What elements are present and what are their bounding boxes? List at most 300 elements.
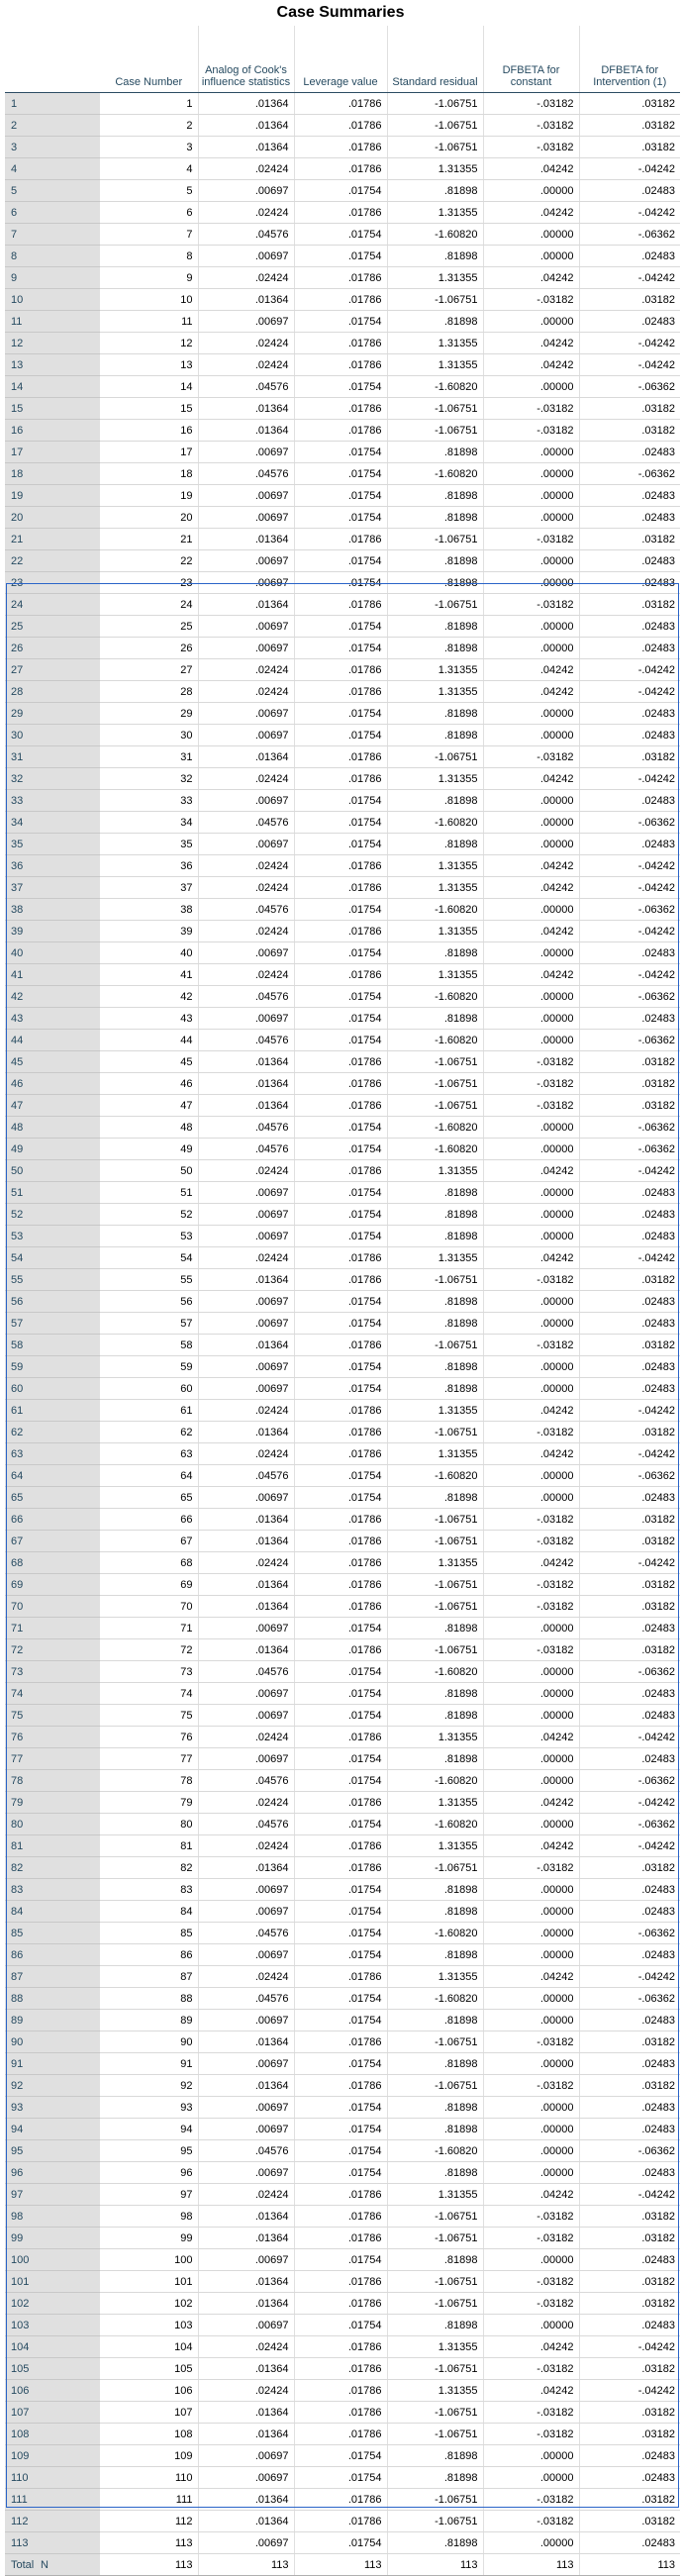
dfbeta-intervention-cell[interactable]: .02483 — [579, 2532, 680, 2554]
cooks-cell[interactable]: .01364 — [198, 115, 294, 137]
cooks-cell[interactable]: .01364 — [198, 1509, 294, 1531]
cooks-cell[interactable]: .00697 — [198, 572, 294, 594]
table-row[interactable] — [5, 442, 680, 463]
leverage-cell[interactable]: .01754 — [294, 1117, 387, 1139]
dfbeta-intervention-cell[interactable]: .03182 — [579, 2424, 680, 2445]
dfbeta-intervention-cell[interactable]: .02483 — [579, 1705, 680, 1727]
leverage-cell[interactable]: .01786 — [294, 398, 387, 420]
dfbeta-constant-cell[interactable]: .00000 — [483, 986, 579, 1008]
residual-cell[interactable]: .81898 — [387, 1748, 483, 1770]
residual-cell[interactable]: -1.06751 — [387, 2075, 483, 2097]
leverage-cell[interactable]: .01754 — [294, 1291, 387, 1313]
dfbeta-intervention-cell[interactable]: .03182 — [579, 529, 680, 550]
dfbeta-constant-cell[interactable]: .00000 — [483, 1923, 579, 1944]
table-row[interactable] — [5, 1639, 680, 1661]
cooks-cell[interactable]: .01364 — [198, 2293, 294, 2315]
cooks-cell[interactable]: .01364 — [198, 398, 294, 420]
dfbeta-intervention-cell[interactable]: -.06362 — [579, 463, 680, 485]
row-label[interactable]: 58 — [5, 1335, 100, 1356]
table-row[interactable] — [5, 398, 680, 420]
row-label[interactable]: 19 — [5, 485, 100, 507]
leverage-cell[interactable]: .01786 — [294, 1531, 387, 1552]
table-row[interactable] — [5, 1313, 680, 1335]
dfbeta-intervention-cell[interactable]: .02483 — [579, 834, 680, 855]
cooks-cell[interactable]: .00697 — [198, 1901, 294, 1923]
dfbeta-constant-cell[interactable]: .04242 — [483, 1835, 579, 1857]
cooks-cell[interactable]: .00697 — [198, 2119, 294, 2140]
leverage-cell[interactable]: .01754 — [294, 485, 387, 507]
dfbeta-constant-cell[interactable]: .04242 — [483, 1443, 579, 1465]
table-row[interactable] — [5, 2206, 680, 2228]
cooks-cell[interactable]: .04576 — [198, 1117, 294, 1139]
dfbeta-intervention-cell[interactable]: .02483 — [579, 1378, 680, 1400]
table-row[interactable] — [5, 2271, 680, 2293]
case-number-cell[interactable]: 50 — [100, 1160, 198, 1182]
leverage-cell[interactable]: .01786 — [294, 93, 387, 115]
table-row[interactable] — [5, 507, 680, 529]
table-row[interactable] — [5, 877, 680, 899]
residual-cell[interactable]: 1.31355 — [387, 964, 483, 986]
row-label[interactable]: 62 — [5, 1422, 100, 1443]
dfbeta-constant-cell[interactable]: -.03182 — [483, 2293, 579, 2315]
leverage-cell[interactable]: .01786 — [294, 659, 387, 681]
dfbeta-intervention-cell[interactable]: .02483 — [579, 2315, 680, 2336]
residual-cell[interactable]: -1.06751 — [387, 420, 483, 442]
table-row[interactable] — [5, 1857, 680, 1879]
residual-cell[interactable]: -1.06751 — [387, 1335, 483, 1356]
cooks-cell[interactable]: .01364 — [198, 1269, 294, 1291]
dfbeta-intervention-cell[interactable]: -.06362 — [579, 899, 680, 921]
residual-cell[interactable]: -1.06751 — [387, 2031, 483, 2053]
case-number-cell[interactable]: 96 — [100, 2162, 198, 2184]
residual-cell[interactable]: .81898 — [387, 2445, 483, 2467]
case-number-cell[interactable]: 13 — [100, 354, 198, 376]
leverage-cell[interactable]: .01754 — [294, 1683, 387, 1705]
dfbeta-intervention-cell[interactable]: .02483 — [579, 2467, 680, 2489]
dfbeta-intervention-cell[interactable]: -.04242 — [579, 877, 680, 899]
residual-cell[interactable]: .81898 — [387, 1378, 483, 1400]
cooks-cell[interactable]: .01364 — [198, 420, 294, 442]
leverage-cell[interactable]: .01754 — [294, 986, 387, 1008]
row-label[interactable]: 20 — [5, 507, 100, 529]
row-label[interactable]: 30 — [5, 725, 100, 746]
leverage-cell[interactable]: .01786 — [294, 1335, 387, 1356]
leverage-cell[interactable]: .01786 — [294, 1639, 387, 1661]
case-number-cell[interactable]: 106 — [100, 2380, 198, 2402]
dfbeta-intervention-cell[interactable]: .03182 — [579, 1095, 680, 1117]
residual-cell[interactable]: 1.31355 — [387, 1727, 483, 1748]
residual-cell[interactable]: 1.31355 — [387, 921, 483, 942]
cooks-cell[interactable]: .00697 — [198, 2097, 294, 2119]
residual-cell[interactable]: .81898 — [387, 1356, 483, 1378]
residual-cell[interactable]: -1.06751 — [387, 1095, 483, 1117]
row-label[interactable]: 85 — [5, 1923, 100, 1944]
case-number-cell[interactable]: 7 — [100, 224, 198, 246]
row-label[interactable]: 31 — [5, 746, 100, 768]
dfbeta-intervention-cell[interactable]: .02483 — [579, 1008, 680, 1030]
residual-cell[interactable]: 1.31355 — [387, 877, 483, 899]
leverage-cell[interactable]: .01786 — [294, 877, 387, 899]
row-label[interactable]: 68 — [5, 1552, 100, 1574]
dfbeta-intervention-cell[interactable]: .03182 — [579, 398, 680, 420]
residual-cell[interactable]: .81898 — [387, 1705, 483, 1727]
leverage-cell[interactable]: .01786 — [294, 2489, 387, 2511]
leverage-cell[interactable]: .01754 — [294, 180, 387, 202]
case-number-cell[interactable]: 17 — [100, 442, 198, 463]
row-label[interactable]: 106 — [5, 2380, 100, 2402]
cooks-cell[interactable]: .01364 — [198, 1095, 294, 1117]
residual-cell[interactable]: .81898 — [387, 1226, 483, 1247]
table-row[interactable] — [5, 224, 680, 246]
residual-cell[interactable]: 1.31355 — [387, 1160, 483, 1182]
table-row[interactable] — [5, 1204, 680, 1226]
residual-cell[interactable]: 1.31355 — [387, 1400, 483, 1422]
residual-cell[interactable]: .81898 — [387, 442, 483, 463]
table-row[interactable] — [5, 333, 680, 354]
dfbeta-intervention-cell[interactable]: -.04242 — [579, 921, 680, 942]
table-row[interactable] — [5, 2358, 680, 2380]
leverage-cell[interactable]: .01754 — [294, 246, 387, 267]
dfbeta-constant-cell[interactable]: -.03182 — [483, 1422, 579, 1443]
dfbeta-constant-cell[interactable]: .00000 — [483, 1465, 579, 1487]
cooks-cell[interactable]: .02424 — [198, 1835, 294, 1857]
row-label[interactable]: 5 — [5, 180, 100, 202]
residual-cell[interactable]: 1.31355 — [387, 2336, 483, 2358]
leverage-cell[interactable]: .01754 — [294, 1487, 387, 1509]
cooks-cell[interactable]: .04576 — [198, 1770, 294, 1792]
dfbeta-intervention-cell[interactable]: .02483 — [579, 616, 680, 638]
residual-cell[interactable]: -1.06751 — [387, 398, 483, 420]
row-label[interactable]: 21 — [5, 529, 100, 550]
row-label[interactable]: 46 — [5, 1073, 100, 1095]
cooks-cell[interactable]: .02424 — [198, 768, 294, 790]
row-label[interactable]: 44 — [5, 1030, 100, 1051]
row-label[interactable]: 82 — [5, 1857, 100, 1879]
dfbeta-constant-cell[interactable]: .00000 — [483, 2097, 579, 2119]
total-n-cell[interactable]: 113 — [579, 2554, 680, 2576]
dfbeta-constant-cell[interactable]: -.03182 — [483, 2271, 579, 2293]
row-label[interactable]: 16 — [5, 420, 100, 442]
cooks-cell[interactable]: .00697 — [198, 638, 294, 659]
row-label[interactable]: 4 — [5, 158, 100, 180]
row-label[interactable]: 34 — [5, 812, 100, 834]
cooks-cell[interactable]: .00697 — [198, 1683, 294, 1705]
table-row[interactable] — [5, 942, 680, 964]
leverage-cell[interactable]: .01786 — [294, 2293, 387, 2315]
residual-cell[interactable]: .81898 — [387, 2053, 483, 2075]
case-number-cell[interactable]: 99 — [100, 2228, 198, 2249]
dfbeta-constant-cell[interactable]: .00000 — [483, 507, 579, 529]
dfbeta-intervention-cell[interactable]: .03182 — [579, 1857, 680, 1879]
total-n-cell[interactable]: 113 — [198, 2554, 294, 2576]
case-number-cell[interactable]: 32 — [100, 768, 198, 790]
row-label[interactable]: 41 — [5, 964, 100, 986]
cooks-cell[interactable]: .04576 — [198, 1661, 294, 1683]
row-label[interactable]: 17 — [5, 442, 100, 463]
case-number-cell[interactable]: 76 — [100, 1727, 198, 1748]
dfbeta-intervention-cell[interactable]: .03182 — [579, 1269, 680, 1291]
cooks-cell[interactable]: .02424 — [198, 2336, 294, 2358]
row-label[interactable]: 22 — [5, 550, 100, 572]
case-number-cell[interactable]: 82 — [100, 1857, 198, 1879]
row-label[interactable]: 66 — [5, 1509, 100, 1531]
cooks-cell[interactable]: .01364 — [198, 529, 294, 550]
dfbeta-intervention-cell[interactable]: .03182 — [579, 2271, 680, 2293]
table-row[interactable] — [5, 529, 680, 550]
dfbeta-intervention-cell[interactable]: .02483 — [579, 246, 680, 267]
residual-cell[interactable]: .81898 — [387, 2315, 483, 2336]
leverage-cell[interactable]: .01754 — [294, 2162, 387, 2184]
residual-cell[interactable]: -1.60820 — [387, 1923, 483, 1944]
row-label[interactable]: 77 — [5, 1748, 100, 1770]
cooks-cell[interactable]: .04576 — [198, 463, 294, 485]
leverage-cell[interactable]: .01786 — [294, 1073, 387, 1095]
row-label[interactable]: 59 — [5, 1356, 100, 1378]
dfbeta-intervention-cell[interactable]: -.04242 — [579, 202, 680, 224]
case-number-cell[interactable]: 105 — [100, 2358, 198, 2380]
dfbeta-constant-cell[interactable]: .04242 — [483, 1966, 579, 1988]
case-number-cell[interactable]: 2 — [100, 115, 198, 137]
row-label[interactable]: 60 — [5, 1378, 100, 1400]
dfbeta-constant-cell[interactable]: .00000 — [483, 572, 579, 594]
cooks-cell[interactable]: .02424 — [198, 1552, 294, 1574]
case-number-cell[interactable]: 65 — [100, 1487, 198, 1509]
table-row[interactable] — [5, 2532, 680, 2554]
dfbeta-intervention-cell[interactable]: .03182 — [579, 115, 680, 137]
dfbeta-constant-cell[interactable]: .00000 — [483, 1814, 579, 1835]
row-label[interactable]: 24 — [5, 594, 100, 616]
table-row[interactable] — [5, 137, 680, 158]
cooks-cell[interactable]: .02424 — [198, 1400, 294, 1422]
row-label[interactable]: 57 — [5, 1313, 100, 1335]
dfbeta-intervention-cell[interactable]: -.06362 — [579, 1139, 680, 1160]
dfbeta-constant-cell[interactable]: .04242 — [483, 267, 579, 289]
dfbeta-intervention-cell[interactable]: -.04242 — [579, 855, 680, 877]
row-label[interactable]: 35 — [5, 834, 100, 855]
dfbeta-constant-cell[interactable]: -.03182 — [483, 2228, 579, 2249]
residual-cell[interactable]: .81898 — [387, 1944, 483, 1966]
leverage-cell[interactable]: .01754 — [294, 2532, 387, 2554]
cooks-cell[interactable]: .01364 — [198, 2402, 294, 2424]
row-label[interactable]: 113 — [5, 2532, 100, 2554]
cooks-cell[interactable]: .00697 — [198, 1487, 294, 1509]
case-number-cell[interactable]: 103 — [100, 2315, 198, 2336]
case-summaries-table[interactable] — [5, 26, 680, 2576]
row-label[interactable]: 92 — [5, 2075, 100, 2097]
residual-cell[interactable]: .81898 — [387, 246, 483, 267]
dfbeta-intervention-cell[interactable]: -.04242 — [579, 1727, 680, 1748]
row-label[interactable]: 104 — [5, 2336, 100, 2358]
cooks-cell[interactable]: .02424 — [198, 1966, 294, 1988]
cooks-cell[interactable]: .02424 — [198, 877, 294, 899]
case-number-cell[interactable]: 35 — [100, 834, 198, 855]
residual-cell[interactable]: .81898 — [387, 311, 483, 333]
residual-cell[interactable]: 1.31355 — [387, 1792, 483, 1814]
table-row[interactable] — [5, 202, 680, 224]
row-label[interactable]: 48 — [5, 1117, 100, 1139]
residual-cell[interactable]: 1.31355 — [387, 681, 483, 703]
dfbeta-constant-cell[interactable]: -.03182 — [483, 420, 579, 442]
table-row[interactable] — [5, 1160, 680, 1182]
row-label[interactable]: 98 — [5, 2206, 100, 2228]
dfbeta-constant-cell[interactable]: .04242 — [483, 2336, 579, 2358]
dfbeta-intervention-cell[interactable]: .02483 — [579, 1182, 680, 1204]
dfbeta-constant-cell[interactable]: .00000 — [483, 2532, 579, 2554]
dfbeta-constant-cell[interactable]: .00000 — [483, 2249, 579, 2271]
dfbeta-constant-cell[interactable]: .04242 — [483, 855, 579, 877]
leverage-cell[interactable]: .01754 — [294, 1901, 387, 1923]
residual-cell[interactable]: 1.31355 — [387, 267, 483, 289]
dfbeta-constant-cell[interactable]: .00000 — [483, 942, 579, 964]
dfbeta-constant-cell[interactable]: .04242 — [483, 1160, 579, 1182]
row-label[interactable]: 9 — [5, 267, 100, 289]
row-label[interactable]: 33 — [5, 790, 100, 812]
cooks-cell[interactable]: .00697 — [198, 1008, 294, 1030]
leverage-cell[interactable]: .01786 — [294, 681, 387, 703]
leverage-cell[interactable]: .01786 — [294, 1509, 387, 1531]
cooks-cell[interactable]: .02424 — [198, 1727, 294, 1748]
dfbeta-intervention-cell[interactable]: .02483 — [579, 703, 680, 725]
dfbeta-intervention-cell[interactable]: -.04242 — [579, 2380, 680, 2402]
residual-cell[interactable]: -1.60820 — [387, 1117, 483, 1139]
row-label[interactable]: 13 — [5, 354, 100, 376]
row-label[interactable]: 74 — [5, 1683, 100, 1705]
table-row[interactable] — [5, 1988, 680, 2010]
cooks-cell[interactable]: .00697 — [198, 180, 294, 202]
table-row[interactable] — [5, 1835, 680, 1857]
dfbeta-constant-cell[interactable]: -.03182 — [483, 2402, 579, 2424]
dfbeta-constant-cell[interactable]: .00000 — [483, 2162, 579, 2184]
dfbeta-constant-cell[interactable]: -.03182 — [483, 93, 579, 115]
case-number-cell[interactable]: 40 — [100, 942, 198, 964]
cooks-cell[interactable]: .02424 — [198, 855, 294, 877]
dfbeta-constant-cell[interactable]: .00000 — [483, 376, 579, 398]
row-label[interactable]: 110 — [5, 2467, 100, 2489]
case-number-cell[interactable]: 111 — [100, 2489, 198, 2511]
dfbeta-intervention-cell[interactable]: -.04242 — [579, 1792, 680, 1814]
case-number-cell[interactable]: 87 — [100, 1966, 198, 1988]
total-n-cell[interactable]: 113 — [294, 2554, 387, 2576]
residual-cell[interactable]: 1.31355 — [387, 1552, 483, 1574]
dfbeta-constant-cell[interactable]: .00000 — [483, 1879, 579, 1901]
total-row[interactable] — [5, 2554, 680, 2576]
residual-cell[interactable]: .81898 — [387, 1182, 483, 1204]
case-number-cell[interactable]: 72 — [100, 1639, 198, 1661]
case-number-cell[interactable]: 90 — [100, 2031, 198, 2053]
leverage-cell[interactable]: .01786 — [294, 1269, 387, 1291]
table-row[interactable] — [5, 594, 680, 616]
dfbeta-intervention-cell[interactable]: .03182 — [579, 1596, 680, 1618]
leverage-cell[interactable]: .01754 — [294, 1313, 387, 1335]
row-label[interactable]: 105 — [5, 2358, 100, 2380]
cooks-cell[interactable]: .00697 — [198, 703, 294, 725]
table-row[interactable] — [5, 1465, 680, 1487]
residual-cell[interactable]: -1.06751 — [387, 1422, 483, 1443]
row-label[interactable]: 15 — [5, 398, 100, 420]
table-row[interactable] — [5, 2445, 680, 2467]
residual-cell[interactable]: -1.60820 — [387, 899, 483, 921]
dfbeta-constant-cell[interactable]: -.03182 — [483, 1596, 579, 1618]
dfbeta-intervention-cell[interactable]: .03182 — [579, 2358, 680, 2380]
table-row[interactable] — [5, 246, 680, 267]
table-row[interactable] — [5, 1944, 680, 1966]
leverage-cell[interactable]: .01754 — [294, 572, 387, 594]
cooks-cell[interactable]: .00697 — [198, 246, 294, 267]
case-number-cell[interactable]: 64 — [100, 1465, 198, 1487]
table-row[interactable] — [5, 964, 680, 986]
case-number-cell[interactable]: 21 — [100, 529, 198, 550]
leverage-cell[interactable]: .01786 — [294, 529, 387, 550]
row-label[interactable]: 29 — [5, 703, 100, 725]
case-number-cell[interactable]: 23 — [100, 572, 198, 594]
row-label[interactable]: 102 — [5, 2293, 100, 2315]
case-number-cell[interactable]: 24 — [100, 594, 198, 616]
case-number-cell[interactable]: 15 — [100, 398, 198, 420]
dfbeta-constant-cell[interactable]: .00000 — [483, 1988, 579, 2010]
leverage-cell[interactable]: .01786 — [294, 594, 387, 616]
cooks-cell[interactable]: .00697 — [198, 2010, 294, 2031]
residual-cell[interactable]: -1.60820 — [387, 2140, 483, 2162]
table-row[interactable] — [5, 2336, 680, 2358]
table-row[interactable] — [5, 1574, 680, 1596]
cooks-cell[interactable]: .01364 — [198, 594, 294, 616]
cooks-cell[interactable]: .00697 — [198, 2467, 294, 2489]
table-row[interactable] — [5, 2249, 680, 2271]
table-row[interactable] — [5, 1814, 680, 1835]
cooks-cell[interactable]: .01364 — [198, 93, 294, 115]
dfbeta-intervention-cell[interactable]: -.06362 — [579, 2140, 680, 2162]
cooks-cell[interactable]: .02424 — [198, 158, 294, 180]
dfbeta-constant-cell[interactable]: .04242 — [483, 354, 579, 376]
residual-cell[interactable]: .81898 — [387, 834, 483, 855]
case-number-cell[interactable]: 63 — [100, 1443, 198, 1465]
residual-cell[interactable]: -1.06751 — [387, 1509, 483, 1531]
residual-cell[interactable]: -1.06751 — [387, 1269, 483, 1291]
table-row[interactable] — [5, 986, 680, 1008]
residual-cell[interactable]: -1.06751 — [387, 1531, 483, 1552]
cooks-cell[interactable]: .01364 — [198, 2489, 294, 2511]
dfbeta-constant-cell[interactable]: -.03182 — [483, 1335, 579, 1356]
leverage-cell[interactable]: .01786 — [294, 964, 387, 986]
leverage-cell[interactable]: .01754 — [294, 2445, 387, 2467]
residual-cell[interactable]: -1.06751 — [387, 2271, 483, 2293]
dfbeta-constant-cell[interactable]: .00000 — [483, 1117, 579, 1139]
dfbeta-constant-cell[interactable]: .00000 — [483, 1661, 579, 1683]
leverage-cell[interactable]: .01786 — [294, 1857, 387, 1879]
case-number-cell[interactable]: 4 — [100, 158, 198, 180]
case-number-cell[interactable]: 5 — [100, 180, 198, 202]
dfbeta-constant-cell[interactable]: -.03182 — [483, 2358, 579, 2380]
table-row[interactable] — [5, 725, 680, 746]
dfbeta-constant-cell[interactable]: -.03182 — [483, 1051, 579, 1073]
dfbeta-constant-cell[interactable]: .00000 — [483, 224, 579, 246]
leverage-cell[interactable]: .01754 — [294, 1814, 387, 1835]
table-row[interactable] — [5, 1356, 680, 1378]
cooks-cell[interactable]: .02424 — [198, 964, 294, 986]
row-label[interactable]: 100 — [5, 2249, 100, 2271]
dfbeta-intervention-cell[interactable]: -.06362 — [579, 1465, 680, 1487]
case-number-cell[interactable]: 93 — [100, 2097, 198, 2119]
table-row[interactable] — [5, 485, 680, 507]
cooks-cell[interactable]: .00697 — [198, 1944, 294, 1966]
dfbeta-intervention-cell[interactable]: .02483 — [579, 2053, 680, 2075]
leverage-cell[interactable]: .01754 — [294, 899, 387, 921]
dfbeta-constant-cell[interactable]: .04242 — [483, 333, 579, 354]
case-number-cell[interactable]: 39 — [100, 921, 198, 942]
table-row[interactable] — [5, 1335, 680, 1356]
table-row[interactable] — [5, 2010, 680, 2031]
cooks-cell[interactable]: .00697 — [198, 2315, 294, 2336]
